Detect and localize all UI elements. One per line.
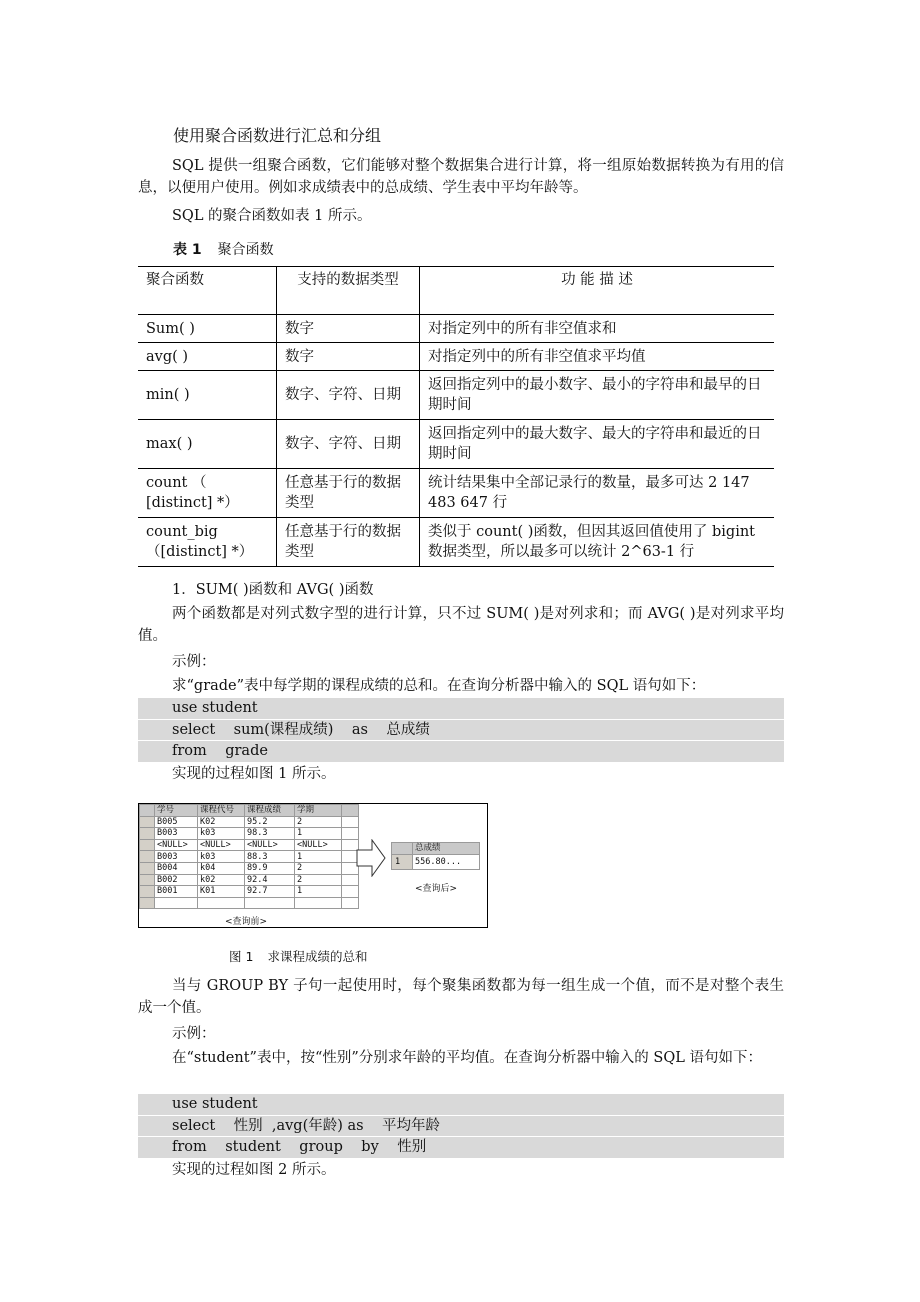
grid-header-cell: 总成绩 bbox=[413, 843, 480, 855]
grid-cell: 2 bbox=[295, 816, 342, 828]
grid-cell: 88.3 bbox=[245, 851, 295, 863]
table-cell: 返回指定列中的最大数字、最大的字符串和最近的日期时间 bbox=[420, 420, 775, 469]
grid-cell: 1 bbox=[295, 886, 342, 898]
row-selector bbox=[140, 886, 155, 898]
grid-cell: 2 bbox=[295, 862, 342, 874]
paragraph: 求“grade”表中每学期的课程成绩的总和。在查询分析器中输入的 SQL 语句如下： bbox=[172, 678, 706, 694]
grid-cell: k04 bbox=[198, 862, 245, 874]
grid-row bbox=[140, 816, 359, 828]
grid-blank-cell bbox=[342, 816, 359, 828]
grid-row bbox=[392, 854, 480, 869]
table-caption bbox=[173, 239, 274, 259]
table-header-cell: 支持的数据类型 bbox=[277, 267, 420, 315]
grid-blank-cell bbox=[245, 897, 295, 909]
grid-cell: <NULL> bbox=[245, 839, 295, 851]
paragraph: 实现的过程如图 2 所示。 bbox=[172, 1162, 336, 1178]
grid-cell: 2 bbox=[295, 874, 342, 886]
table-cell: count （ [distinct] *） bbox=[138, 469, 277, 518]
table-cell: 对指定列中的所有非空值求和 bbox=[420, 315, 775, 343]
grid-header-row bbox=[140, 805, 359, 817]
example-label: 示例： bbox=[172, 654, 216, 670]
grid-cell: K02 bbox=[198, 816, 245, 828]
code-line: select sum(课程成绩) as 总成绩 bbox=[138, 719, 784, 741]
table-header-cell: 功 能 描 述 bbox=[420, 267, 775, 315]
grid-header-cell: 课程代号 bbox=[198, 805, 245, 817]
figure-1-screenshot bbox=[138, 803, 488, 928]
row-selector bbox=[140, 839, 155, 851]
grid-cell: K01 bbox=[198, 886, 245, 898]
table-cell: 数字 bbox=[277, 315, 420, 343]
row-selector bbox=[140, 828, 155, 840]
table-header-cell: 聚合函数 bbox=[138, 267, 277, 315]
before-result-grid bbox=[139, 804, 359, 909]
before-caption: <查询前> bbox=[225, 917, 268, 927]
table-cell: avg( ) bbox=[138, 343, 277, 371]
grid-blank-cell bbox=[342, 805, 359, 817]
table-cell: 返回指定列中的最小数字、最小的字符串和最早的日期时间 bbox=[420, 371, 775, 420]
after-result-grid bbox=[391, 842, 480, 870]
grid-cell: 1 bbox=[295, 851, 342, 863]
grid-blank-cell bbox=[155, 897, 198, 909]
grid-cell: 98.3 bbox=[245, 828, 295, 840]
code-line: from grade bbox=[138, 740, 784, 762]
grid-header-cell: 学号 bbox=[155, 805, 198, 817]
right-arrow-icon bbox=[356, 839, 386, 877]
grid-cell: k02 bbox=[198, 874, 245, 886]
table-cell: 类似于 count( )函数，但因其返回值使用了 bigint 数据类型，所以最多可以统计 2^63-1 行 bbox=[420, 518, 775, 567]
figure-1-caption bbox=[229, 947, 367, 965]
code-line: from student group by 性别 bbox=[138, 1136, 784, 1158]
table-title: 聚合函数 bbox=[217, 242, 274, 258]
row-selector bbox=[140, 874, 155, 886]
grid-blank-cell bbox=[295, 897, 342, 909]
table-row bbox=[138, 469, 774, 518]
grid-blank-cell bbox=[342, 886, 359, 898]
table-cell: 任意基于行的数据类型 bbox=[277, 469, 420, 518]
row-selector bbox=[140, 805, 155, 817]
table-cell: 对指定列中的所有非空值求平均值 bbox=[420, 343, 775, 371]
grid-row bbox=[140, 839, 359, 851]
sql-code-block bbox=[138, 1094, 784, 1158]
row-selector bbox=[140, 862, 155, 874]
table-cell: count_big （[distinct] *） bbox=[138, 518, 277, 567]
grid-cell: B005 bbox=[155, 816, 198, 828]
grid-cell: 1 bbox=[295, 828, 342, 840]
table-number: 表 1 bbox=[173, 242, 202, 258]
grid-cell: k03 bbox=[198, 851, 245, 863]
paragraph: 实现的过程如图 1 所示。 bbox=[172, 766, 336, 782]
paragraph: 当与 GROUP BY 子句一起使用时，每个聚集函数都为每一组生成一个值，而不是对整个表生成一个值。 bbox=[138, 978, 784, 1016]
grid-blank-cell bbox=[342, 897, 359, 909]
grid-cell: B001 bbox=[155, 886, 198, 898]
grid-cell: B003 bbox=[155, 828, 198, 840]
table-row bbox=[138, 343, 774, 371]
grid-cell: 89.9 bbox=[245, 862, 295, 874]
grid-cell: 92.7 bbox=[245, 886, 295, 898]
intro-paragraph: SQL 提供一组聚合函数，它们能够对整个数据集合进行计算，将一组原始数据转换为有用的信息，以便用户使用。例如求成绩表中的总成绩、学生表中平均年龄等。 bbox=[138, 158, 784, 196]
grid-row-empty bbox=[140, 897, 359, 909]
table-row bbox=[138, 371, 774, 420]
figure-number: 图 1 bbox=[229, 949, 254, 964]
table-cell: 统计结果集中全部记录行的数量，最多可达 2 147 483 647 行 bbox=[420, 469, 775, 518]
table-row bbox=[138, 315, 774, 343]
table-row bbox=[138, 420, 774, 469]
row-selector bbox=[140, 851, 155, 863]
grid-row bbox=[140, 874, 359, 886]
grid-cell: <NULL> bbox=[295, 839, 342, 851]
table-cell: 数字、字符、日期 bbox=[277, 420, 420, 469]
grid-row bbox=[140, 886, 359, 898]
grid-row bbox=[140, 828, 359, 840]
after-caption: <查询后> bbox=[415, 884, 458, 894]
table-cell: 数字、字符、日期 bbox=[277, 371, 420, 420]
grid-row bbox=[140, 862, 359, 874]
table-cell: max( ) bbox=[138, 420, 277, 469]
section-title: 使用聚合函数进行汇总和分组 bbox=[173, 126, 382, 145]
table-header-row bbox=[138, 267, 774, 315]
grid-cell: 95.2 bbox=[245, 816, 295, 828]
code-line: use student bbox=[172, 700, 258, 716]
paragraph: 两个函数都是对列式数字型的进行计算，只不过 SUM( )是对列求和；而 AVG( )是对列求平均值。 bbox=[138, 606, 784, 644]
sql-code-block bbox=[138, 698, 784, 762]
figure-title: 求课程成绩的总和 bbox=[267, 949, 368, 964]
code-line: select 性别 ,avg(年龄) as 平均年龄 bbox=[138, 1115, 784, 1137]
table-row bbox=[138, 518, 774, 567]
grid-blank-cell bbox=[342, 828, 359, 840]
grid-cell: 92.4 bbox=[245, 874, 295, 886]
example-label: 示例： bbox=[172, 1026, 216, 1042]
paragraph: 在“student”表中，按“性别”分别求年龄的平均值。在查询分析器中输入的 SQL 语句如下： bbox=[172, 1050, 762, 1066]
grid-cell: 556.80... bbox=[413, 854, 480, 869]
grid-cell: <NULL> bbox=[198, 839, 245, 851]
row-number: 1 bbox=[392, 854, 413, 869]
intro-paragraph-2: SQL 的聚合函数如表 1 所示。 bbox=[172, 208, 372, 224]
grid-cell: B002 bbox=[155, 874, 198, 886]
code-line: use student bbox=[172, 1096, 258, 1112]
grid-row bbox=[140, 851, 359, 863]
grid-cell: <NULL> bbox=[155, 839, 198, 851]
subsection-heading: 1．SUM( )函数和 AVG( )函数 bbox=[172, 582, 374, 598]
row-selector bbox=[392, 843, 413, 855]
aggregate-functions-table bbox=[138, 266, 774, 567]
grid-header-cell: 课程成绩 bbox=[245, 805, 295, 817]
row-selector bbox=[140, 897, 155, 909]
grid-blank-cell bbox=[198, 897, 245, 909]
table-cell: Sum( ) bbox=[138, 315, 277, 343]
table-cell: min( ) bbox=[138, 371, 277, 420]
grid-cell: B004 bbox=[155, 862, 198, 874]
grid-cell: B003 bbox=[155, 851, 198, 863]
grid-cell: k03 bbox=[198, 828, 245, 840]
grid-header-row bbox=[392, 843, 480, 855]
grid-header-cell: 学期 bbox=[295, 805, 342, 817]
table-cell: 任意基于行的数据类型 bbox=[277, 518, 420, 567]
table-cell: 数字 bbox=[277, 343, 420, 371]
row-selector bbox=[140, 816, 155, 828]
